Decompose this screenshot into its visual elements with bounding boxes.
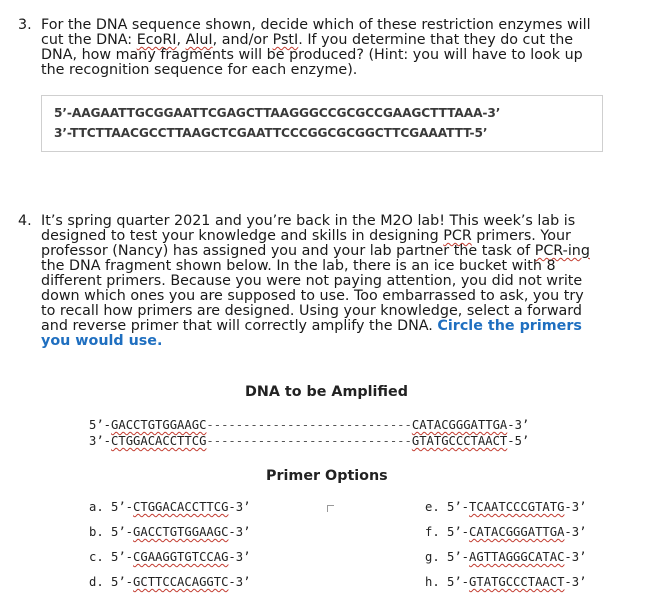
q4-line-3: professor (Nancy) has assigned you and your lab partner the task of PCR-ing (41, 243, 590, 259)
q4-line-1: It’s spring quarter 2021 and you’re back in the M2O lab! This week’s lab is (41, 213, 576, 229)
primer-option-d[interactable]: d. 5’-GCTTCCACAGGTC-3’ (89, 575, 251, 589)
q4-line-5: different primers. Because you were not paying attention, you did not write (41, 273, 583, 289)
circle-instruction-part-1: Circle the primers (437, 318, 582, 334)
q3-line-4: the recognition sequence for each enzyme). (41, 62, 358, 78)
corner-marker (327, 505, 334, 512)
dna-top-dashes: ---------------------------- (206, 418, 412, 432)
dna-bottom-strand: 3’-CTGGACACCTTCG----------------------------GTATGCCCTAACT-5’ (89, 434, 530, 448)
q4-line-6: down which ones you are supposed to use. Too embarrassed to ask, you try (41, 288, 584, 304)
question-4-number: 4. (18, 213, 32, 229)
dna-heading: DNA to be Amplified (245, 384, 408, 400)
sequence-box (41, 95, 603, 152)
question-3-number: 3. (18, 17, 32, 33)
primer-option-e[interactable]: e. 5’-TCAATCCCGTATG-3’ (425, 500, 587, 514)
dna-top-right-seq: CATACGGGATTGA (411, 418, 508, 432)
dna-bottom-dashes: ---------------------------- (206, 434, 412, 448)
primer-option-b[interactable]: b. 5’-GACCTGTGGAAGC-3’ (89, 525, 251, 539)
dna-bottom-right-seq: GTATGCCCTAACT (411, 434, 508, 448)
primer-option-g[interactable]: g. 5’-AGTTAGGGCATAC-3’ (425, 550, 587, 564)
dna-top-left-seq: GACCTGTGGAAGC (111, 418, 207, 432)
primer-option-f[interactable]: f. 5’-CATACGGGATTGA-3’ (425, 525, 587, 539)
primer-options-heading: Primer Options (266, 468, 388, 484)
primer-option-h[interactable]: h. 5’-GTATGCCCTAACT-3’ (425, 575, 587, 589)
q4-line-4: the DNA fragment shown below. In the lab, there is an ice bucket with 8 (41, 258, 556, 274)
primer-option-c[interactable]: c. 5’-CGAAGGTGTCCAG-3’ (89, 550, 251, 564)
q3-line-2: cut the DNA: EcoRI, AluI, and/or PstI. If you determine that they do cut the (41, 32, 574, 48)
enzyme-ecori: EcoRI (136, 32, 177, 48)
dna-bottom-left-seq: CTGGACACCTTCG (111, 434, 207, 448)
pcr-term: PCR (443, 228, 472, 244)
q4-line-9: and reverse primer that will correctly amplify the DNA. Circle the primers (41, 318, 582, 334)
circle-instruction-part-2: you would use. (41, 333, 163, 349)
primer-option-a[interactable]: a. 5’-CTGGACACCTTCG-3’ (89, 500, 251, 514)
dna-top-strand: 5’-GACCTGTGGAAGC----------------------------CATACGGGATTGA-3’ (89, 418, 530, 432)
sequence-top-strand: 5’-AAGAATTGCGGAATTCGAGCTTAAGGGCCGCGCCGAAGCTTTAAA-3’ (54, 106, 501, 120)
enzyme-alui: AluI (185, 32, 213, 48)
question-4-text (41, 214, 641, 349)
pcr-ing-term: PCR-ing (534, 243, 590, 259)
enzyme-psti: PstI (272, 32, 299, 48)
q4-line-7: to recall how primers are designed. Using your knowledge, select a forward (41, 303, 582, 319)
q4-line-2: designed to test your knowledge and skills in designing PCR primers. Your (41, 228, 571, 244)
q3-line-3: DNA, how many fragments will be produced? (Hint: you will have to look up (41, 47, 583, 63)
q3-line-1: For the DNA sequence shown, decide which of these restriction enzymes will (41, 17, 591, 33)
sequence-bottom-strand: 3’-TTCTTAACGCCTTAAGCTCGAATTCCCGGCGCGGCTTCGAAATTT-5’ (54, 126, 488, 140)
question-3-text (41, 18, 641, 78)
